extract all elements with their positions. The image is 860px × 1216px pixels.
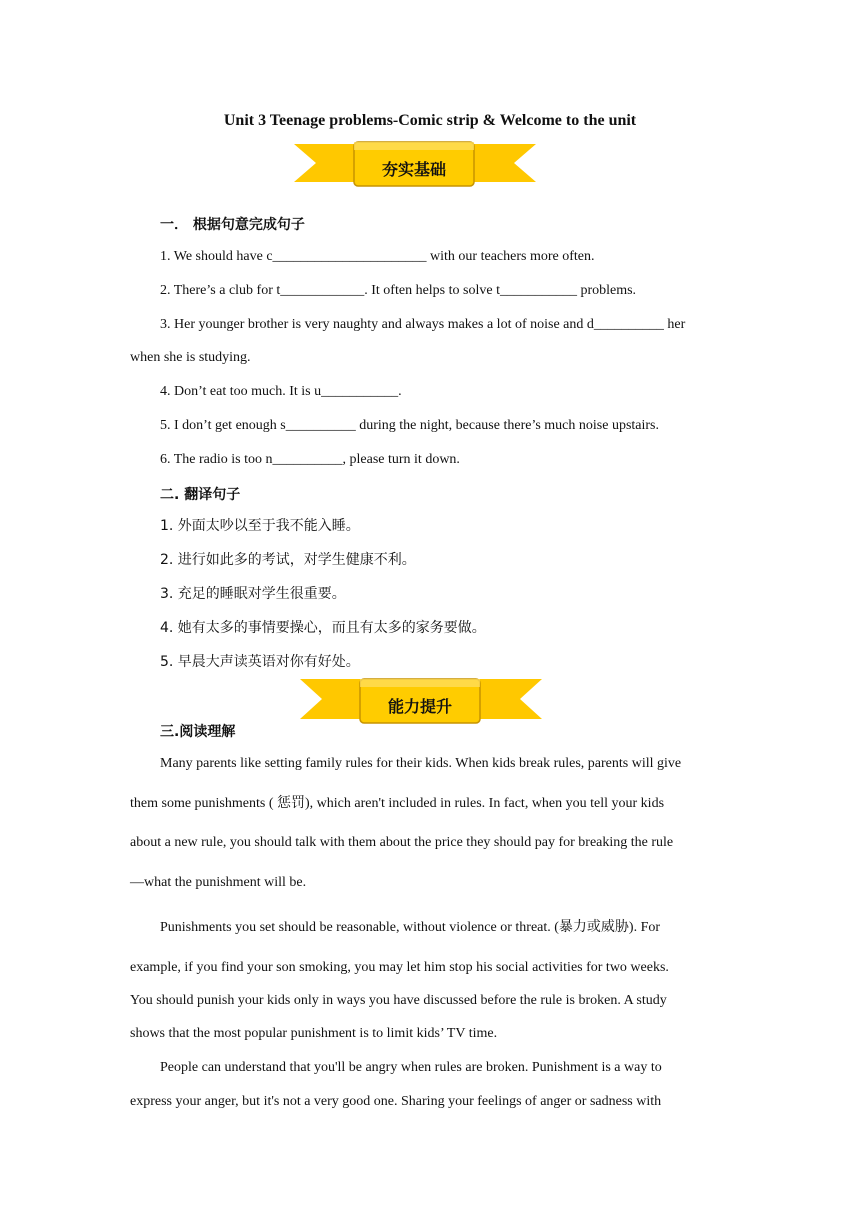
reading-line: —what the punishment will be. xyxy=(130,875,307,890)
banner-label-basic: 夯实基础 xyxy=(381,160,446,179)
translation-item: 4. 她有太多的事情要操心，而且有太多的家务要做。 xyxy=(160,620,486,636)
reading-line: about a new rule, you should talk with them about the price they should pay for breaking the rule xyxy=(130,835,674,850)
section2-heading: 二. 翻译句子 xyxy=(160,487,241,503)
reading-line: Punishments you set should be reasonable, without violence or threat. (暴力或威胁). For xyxy=(160,920,661,935)
reading-line: Many parents like setting family rules for their kids. When kids break rules, parents will give xyxy=(160,756,682,771)
banner-label-advanced: 能力提升 xyxy=(387,697,452,716)
section3-heading: 三.阅读理解 xyxy=(160,724,236,740)
exercise-line: 3. Her younger brother is very naughty and always makes a lot of noise and d__________ her xyxy=(160,317,686,332)
exercise-line: 5. I don’t get enough s__________ during the night, because there’s much noise upstairs. xyxy=(160,418,659,433)
exercise-line: when she is studying. xyxy=(130,350,251,365)
reading-line: example, if you find your son smoking, you may let him stop his social activities for two weeks. xyxy=(130,960,669,975)
reading-line: them some punishments ( 惩罚), which aren't included in rules. In fact, when you tell your kids xyxy=(130,796,665,811)
translation-item: 2. 进行如此多的考试，对学生健康不利。 xyxy=(160,552,416,568)
section1-heading: 一． 根据句意完成句子 xyxy=(160,217,305,233)
reading-line: shows that the most popular punishment is to limit kids’ TV time. xyxy=(130,1026,498,1041)
exercise-line: 6. The radio is too n__________, please turn it down. xyxy=(160,452,460,467)
reading-line: People can understand that you'll be angry when rules are broken. Punishment is a way to xyxy=(160,1060,662,1075)
exercise-line: 4. Don’t eat too much. It is u___________. xyxy=(160,384,402,399)
reading-line: express your anger, but it's not a very good one. Sharing your feelings of anger or sadness with xyxy=(130,1094,662,1109)
translation-item: 5. 早晨大声读英语对你有好处。 xyxy=(160,654,360,670)
translation-item: 3. 充足的睡眠对学生很重要。 xyxy=(160,586,346,602)
translation-item: 1. 外面太吵以至于我不能入睡。 xyxy=(160,518,360,534)
reading-line: You should punish your kids only in ways you have discussed before the rule is broken. A study xyxy=(130,993,667,1008)
exercise-line: 1. We should have c______________________ with our teachers more often. xyxy=(160,249,595,264)
exercise-line: 2. There’s a club for t____________. It often helps to solve t___________ problems. xyxy=(160,283,637,298)
page-title: Unit 3 Teenage problems-Comic strip & Welcome to the unit xyxy=(223,112,637,129)
